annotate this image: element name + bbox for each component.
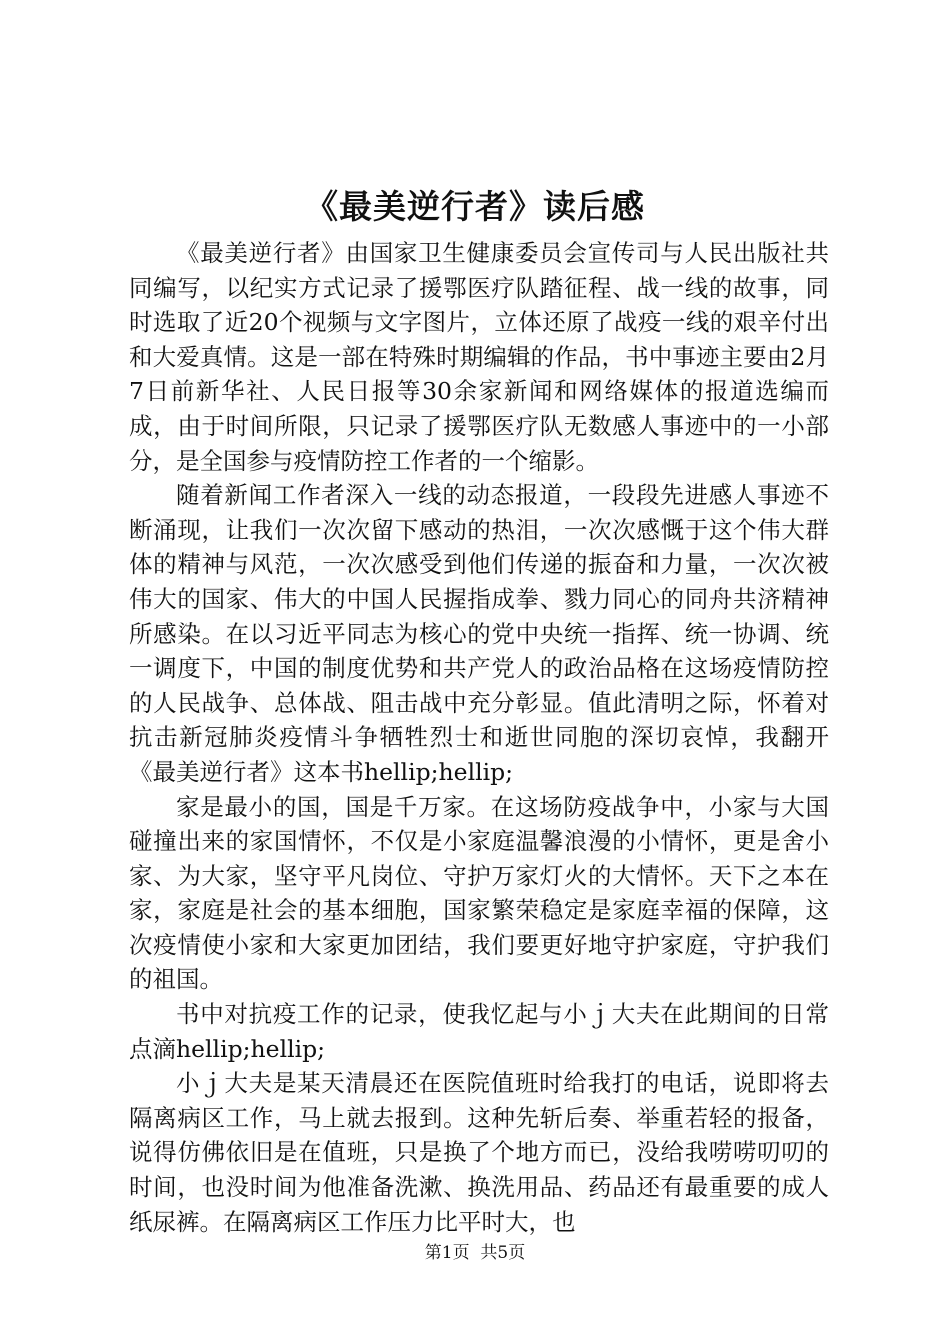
document-title: 《最美逆行者》读后感 bbox=[305, 187, 645, 226]
page-total: 共5页 bbox=[480, 1243, 526, 1263]
paragraph-5: 小ｊ大夫是某天清晨还在医院值班时给我打的电话，说即将去隔离病区工作，马上就去报到。这种先斩后奏、举重若轻的报备，说得仿佛依旧是在值班，只是换了个地方而已，没给我唠唠叨叨的时间，也没时间为他准备洗漱、换洗用品、药品还有最重要的成人纸尿裤。在隔离病区工作压力比平时大，也 bbox=[129, 1069, 829, 1236]
paragraph-1: 《最美逆行者》由国家卫生健康委员会宣传司与人民出版社共同编写，以纪实方式记录了援鄂医疗队踏征程、战一线的故事，同时选取了近20个视频与文字图片，立体还原了战疫一线的艰辛付出和大爱真情。这是一部在特殊时期编辑的作品，书中事迹主要由2月7日前新华社、人民日报等30余家新闻和网络媒体的报道选编而成，由于时间所限，只记录了援鄂医疗队无数感人事迹中的一小部分，是全国参与疫情防控工作者的一个缩影。 bbox=[129, 239, 829, 475]
paragraph-3: 家是最小的国，国是千万家。在这场防疫战争中，小家与大国碰撞出来的家国情怀，不仅是小家庭温馨浪漫的小情怀，更是舍小家、为大家，坚守平凡岗位、守护万家灯火的大情怀。天下之本在家，家庭是社会的基本细胞，国家繁荣稳定是家庭幸福的保障，这次疫情使小家和大家更加团结，我们要更好地守护家庭，守护我们的祖国。 bbox=[129, 792, 829, 994]
page-number: 第1页 bbox=[424, 1243, 470, 1263]
paragraph-2: 随着新闻工作者深入一线的动态报道，一段段先进感人事迹不断涌现，让我们一次次留下感动的热泪，一次次感慨于这个伟大群体的精神与风范，一次次感受到他们传递的振奋和力量，一次次被伟大的国家、伟大的中国人民握指成拳、戮力同心的同舟共济精神所感染。在以习近平同志为核心的党中央统一指挥、统一协调、统一调度下，中国的制度优势和共产党人的政治品格在这场疫情防控的人民战争、总体战、阻击战中充分彰显。值此清明之际，怀着对抗击新冠肺炎疫情斗争牺牲烈士和逝世同胞的深切哀悼，我翻开《最美逆行者》这本书hellip;hellip; bbox=[129, 481, 829, 786]
paragraph-4: 书中对抗疫工作的记录，使我忆起与小ｊ大夫在此期间的日常点滴hellip;hellip; bbox=[129, 1000, 829, 1063]
document-body bbox=[129, 236, 829, 1239]
footer-separator bbox=[470, 1243, 481, 1263]
page-footer bbox=[0, 1242, 950, 1264]
